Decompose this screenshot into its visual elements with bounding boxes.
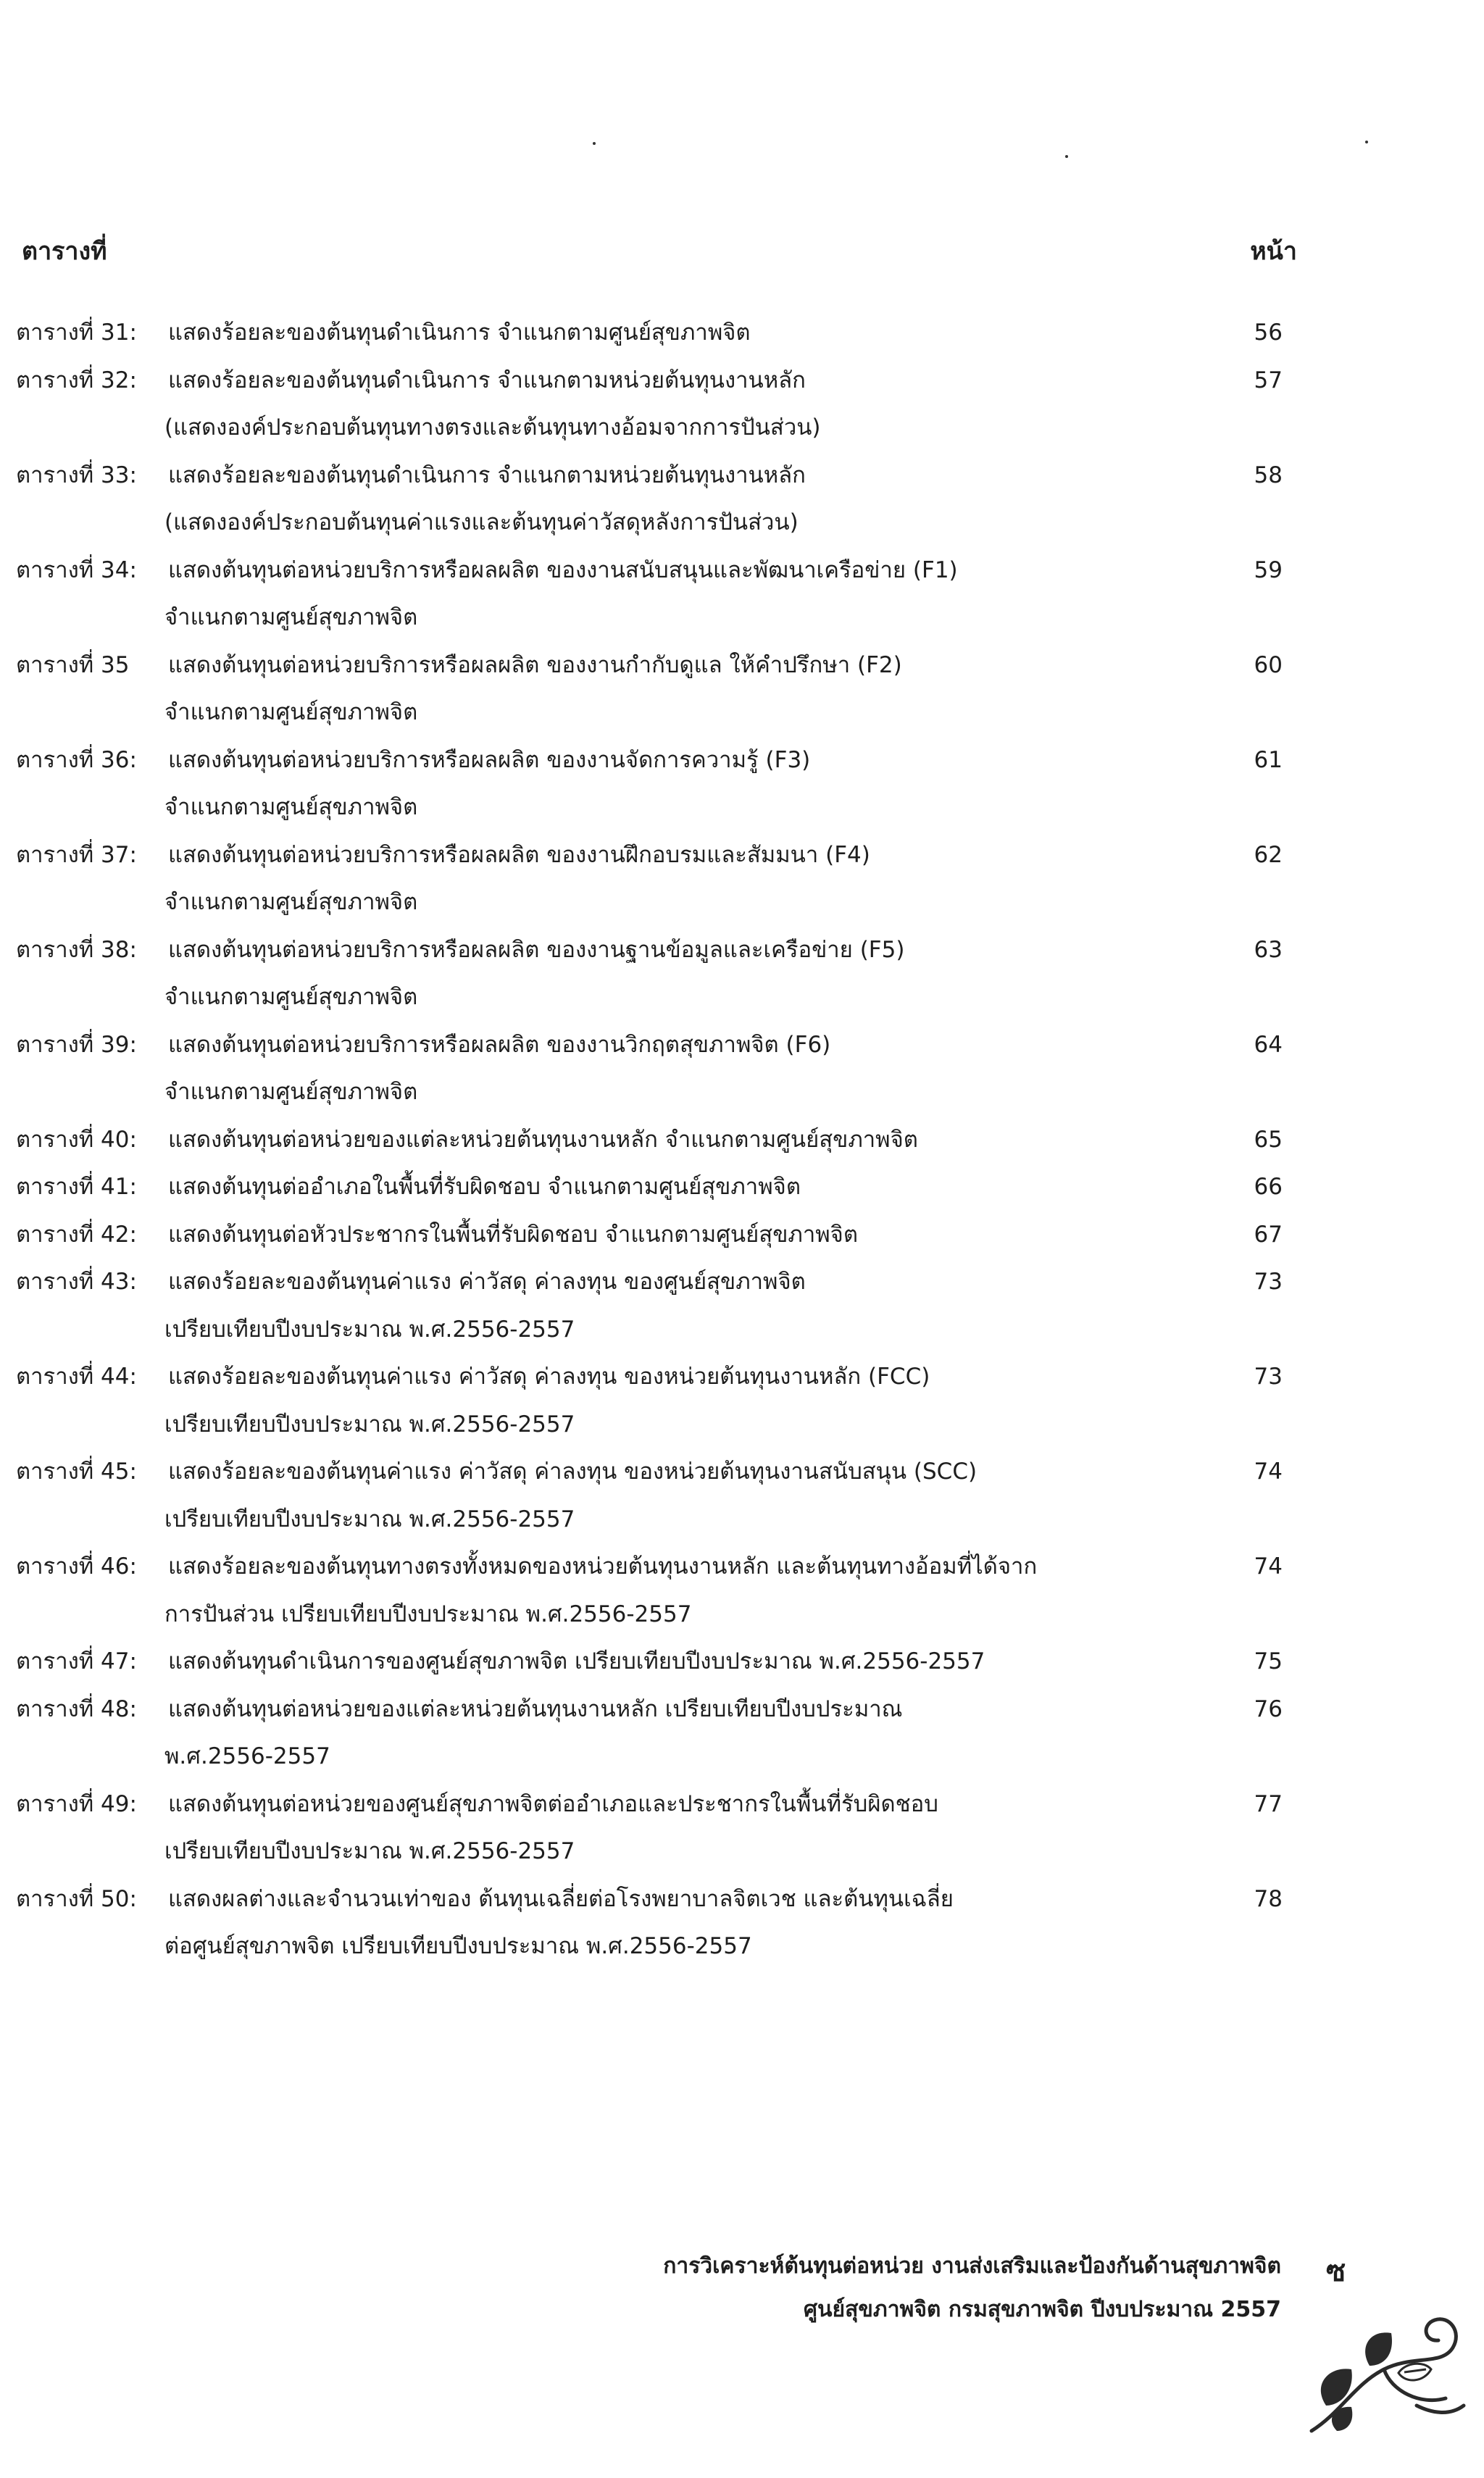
toc-entry-line	[16, 1211, 1306, 1259]
toc-header	[22, 233, 1297, 270]
toc-entry-continuation-line	[16, 499, 1306, 547]
toc-entry-label: ตารางที่ 40:	[16, 1126, 137, 1153]
toc-entry-title: จำแนกตามศูนย์สุขภาพจิต	[164, 889, 418, 915]
footer-document-title: การวิเคราะห์ต้นทุนต่อหน่วย งานส่งเสริมและป้องกันด้านสุขภาพจิต	[663, 2253, 1281, 2279]
toc-entry-continuation-line	[16, 1496, 1306, 1544]
toc-entry-page-number: 77	[1254, 1790, 1283, 1817]
toc-entry-label: ตารางที่ 48:	[16, 1695, 137, 1722]
floral-ornament-icon	[1297, 2297, 1471, 2442]
toc-entry-page-number: 74	[1254, 1553, 1283, 1580]
toc-entry-page-number: 57	[1254, 367, 1283, 393]
toc-entry-label: ตารางที่ 47:	[16, 1648, 137, 1674]
toc-entry-label: ตารางที่ 46:	[16, 1553, 137, 1580]
toc-entry-line	[16, 357, 1306, 405]
toc-entry-label: ตารางที่ 32:	[16, 367, 137, 393]
toc-entry-title: แสดงต้นทุนต่อหน่วยบริการหรือผลผลิต ของงานฐานข้อมูลและเครือข่าย (F5)	[168, 936, 905, 963]
toc-entry-page-number: 67	[1254, 1221, 1283, 1248]
toc-entry-title: แสดงร้อยละของต้นทุนดำเนินการ จำแนกตามหน่วยต้นทุนงานหลัก	[168, 367, 806, 393]
toc-entry	[16, 832, 1306, 927]
toc-entry-title: เปรียบเทียบปีงบประมาณ พ.ศ.2556-2557	[164, 1316, 575, 1343]
toc-entry-page-number: 65	[1254, 1126, 1283, 1153]
toc-entry-line	[16, 1686, 1306, 1734]
toc-entry-page-number: 61	[1254, 746, 1283, 773]
toc-entry-page-number: 58	[1254, 462, 1283, 488]
toc-entry	[16, 642, 1306, 737]
toc-entry-continuation-line	[16, 404, 1306, 452]
toc-entry	[16, 357, 1306, 452]
toc-entry-title: แสดงต้นทุนต่ออำเภอในพื้นที่รับผิดชอบ จำแนกตามศูนย์สุขภาพจิต	[168, 1174, 801, 1200]
scan-speck	[593, 142, 596, 145]
toc-entry-title: แสดงต้นทุนต่อหน่วยบริการหรือผลผลิต ของงานฝึกอบรมและสัมมนา (F4)	[168, 841, 870, 868]
toc-entry-line	[16, 1164, 1306, 1211]
toc-entry-line	[16, 1543, 1306, 1591]
toc-entry-label: ตารางที่ 34:	[16, 556, 137, 583]
toc-entry	[16, 1876, 1306, 1971]
toc-entry-label: ตารางที่ 41:	[16, 1174, 137, 1200]
toc-entry-title: (แสดงองค์ประกอบต้นทุนค่าแรงและต้นทุนค่าวัสดุหลังการปันส่วน)	[164, 509, 799, 535]
toc-entry-title: แสดงร้อยละของต้นทุนค่าแรง ค่าวัสดุ ค่าลงทุน ของหน่วยต้นทุนงานสนับสนุน (SCC)	[168, 1459, 977, 1485]
toc-entry	[16, 1022, 1306, 1117]
toc-entry-page-number: 74	[1254, 1459, 1283, 1485]
toc-entry-continuation-line	[16, 784, 1306, 832]
toc-entry-page-number: 63	[1254, 936, 1283, 963]
toc-entry-title: ต่อศูนย์สุขภาพจิต เปรียบเทียบปีงบประมาณ พ.ศ.2556-2557	[164, 1933, 752, 1959]
toc-entry	[16, 547, 1306, 642]
toc-entry-page-number: 56	[1254, 320, 1283, 346]
toc-entry-page-number: 78	[1254, 1885, 1283, 1912]
toc-entry-title: แสดงต้นทุนต่อหน่วยของแต่ละหน่วยต้นทุนงานหลัก จำแนกตามศูนย์สุขภาพจิต	[168, 1126, 918, 1153]
toc-entry-label: ตารางที่ 44:	[16, 1364, 137, 1390]
toc-entry-title: แสดงร้อยละของต้นทุนค่าแรง ค่าวัสดุ ค่าลงทุน ของศูนย์สุขภาพจิต	[168, 1269, 806, 1295]
toc-entry-page-number: 73	[1254, 1269, 1283, 1295]
toc-entry-title: แสดงร้อยละของต้นทุนดำเนินการ จำแนกตามหน่วยต้นทุนงานหลัก	[168, 462, 806, 488]
toc-entry-line	[16, 927, 1306, 975]
toc-entry-title: จำแนกตามศูนย์สุขภาพจิต	[164, 604, 418, 630]
toc-entry-label: ตารางที่ 36:	[16, 746, 137, 773]
toc-entry-page-number: 64	[1254, 1031, 1283, 1058]
toc-entry-continuation-line	[16, 594, 1306, 642]
toc-entry-title: พ.ศ.2556-2557	[164, 1743, 330, 1769]
toc-header-table-label: ตารางที่	[22, 237, 107, 266]
toc-entry-line	[16, 1259, 1306, 1306]
toc-entry	[16, 927, 1306, 1022]
toc-entry-continuation-line	[16, 1733, 1306, 1781]
toc-entry-title: แสดงต้นทุนต่อหน่วยบริการหรือผลผลิต ของงานจัดการความรู้ (F3)	[168, 746, 811, 773]
toc-entry	[16, 737, 1306, 832]
toc-entry-line	[16, 1638, 1306, 1686]
toc-entry-continuation-line	[16, 689, 1306, 737]
toc-entry-label: ตารางที่ 45:	[16, 1459, 137, 1485]
toc-entry-label: ตารางที่ 31:	[16, 320, 137, 346]
toc-entry-title: จำแนกตามศูนย์สุขภาพจิต	[164, 1079, 418, 1105]
table-of-contents	[16, 309, 1306, 1971]
toc-entry-line	[16, 642, 1306, 690]
toc-entry-continuation-line	[16, 879, 1306, 927]
footer	[663, 2245, 1281, 2332]
toc-entry-title: แสดงต้นทุนดำเนินการของศูนย์สุขภาพจิต เปรียบเทียบปีงบประมาณ พ.ศ.2556-2557	[168, 1648, 985, 1674]
toc-entry	[16, 1448, 1306, 1543]
toc-entry-page-number: 73	[1254, 1364, 1283, 1390]
toc-entry-title: จำแนกตามศูนย์สุขภาพจิต	[164, 984, 418, 1010]
toc-entry-page-number: 66	[1254, 1174, 1283, 1200]
toc-entry-page-number: 76	[1254, 1695, 1283, 1722]
toc-entry-title: แสดงต้นทุนต่อหน่วยของศูนย์สุขภาพจิตต่ออำเภอและประชากรในพื้นที่รับผิดชอบ	[168, 1790, 938, 1817]
toc-entry-title: (แสดงองค์ประกอบต้นทุนทางตรงและต้นทุนทางอ้อมจากการปันส่วน)	[164, 414, 821, 441]
toc-entry-label: ตารางที่ 33:	[16, 462, 137, 488]
toc-entry	[16, 1781, 1306, 1876]
toc-entry-continuation-line	[16, 974, 1306, 1022]
toc-entry	[16, 1164, 1306, 1211]
toc-entry	[16, 1353, 1306, 1448]
toc-entry-title: แสดงต้นทุนต่อหน่วยบริการหรือผลผลิต ของงานกำกับดูแล ให้คำปรึกษา (F2)	[168, 651, 902, 678]
toc-entry-title: เปรียบเทียบปีงบประมาณ พ.ศ.2556-2557	[164, 1411, 575, 1438]
toc-entry-label: ตารางที่ 37:	[16, 841, 137, 868]
toc-entry-line	[16, 1022, 1306, 1069]
toc-entry-label: ตารางที่ 43:	[16, 1269, 137, 1295]
toc-entry-title: การปันส่วน เปรียบเทียบปีงบประมาณ พ.ศ.2556-2557	[164, 1601, 692, 1627]
toc-entry-page-number: 60	[1254, 651, 1283, 678]
toc-entry	[16, 1117, 1306, 1164]
toc-entry-title: เปรียบเทียบปีงบประมาณ พ.ศ.2556-2557	[164, 1506, 575, 1532]
toc-entry-line	[16, 452, 1306, 500]
toc-entry-page-number: 59	[1254, 556, 1283, 583]
toc-entry-continuation-line	[16, 1306, 1306, 1354]
toc-entry-line	[16, 1876, 1306, 1924]
toc-entry-line	[16, 737, 1306, 785]
toc-entry-label: ตารางที่ 38:	[16, 936, 137, 963]
scan-speck	[1065, 155, 1068, 158]
toc-entry-title: แสดงต้นทุนต่อหน่วยบริการหรือผลผลิต ของงานสนับสนุนและพัฒนาเครือข่าย (F1)	[168, 556, 958, 583]
toc-entry-title: แสดงร้อยละของต้นทุนทางตรงทั้งหมดของหน่วยต้นทุนงานหลัก และต้นทุนทางอ้อมที่ได้จาก	[168, 1553, 1038, 1580]
toc-entry	[16, 1543, 1306, 1638]
scan-speck	[1365, 141, 1368, 143]
toc-entry-label: ตารางที่ 42:	[16, 1221, 137, 1248]
toc-entry	[16, 452, 1306, 547]
toc-entry-continuation-line	[16, 1923, 1306, 1971]
toc-entry-page-number: 62	[1254, 841, 1283, 868]
toc-entry-label: ตารางที่ 35	[16, 651, 130, 678]
toc-entry-line	[16, 309, 1306, 357]
toc-entry-line	[16, 1448, 1306, 1496]
toc-entry-title: จำแนกตามศูนย์สุขภาพจิต	[164, 699, 418, 725]
toc-entry-page-number: 75	[1254, 1648, 1283, 1674]
toc-entry-continuation-line	[16, 1591, 1306, 1639]
toc-entry	[16, 1259, 1306, 1353]
toc-entry-label: ตารางที่ 39:	[16, 1031, 137, 1058]
toc-entry-title: แสดงต้นทุนต่อหน่วยของแต่ละหน่วยต้นทุนงานหลัก เปรียบเทียบปีงบประมาณ	[168, 1695, 903, 1722]
toc-entry-title: จำแนกตามศูนย์สุขภาพจิต	[164, 794, 418, 820]
toc-entry-continuation-line	[16, 1401, 1306, 1449]
toc-entry	[16, 1638, 1306, 1686]
toc-entry-title: แสดงร้อยละของต้นทุนดำเนินการ จำแนกตามศูนย์สุขภาพจิต	[168, 320, 751, 346]
toc-entry	[16, 1686, 1306, 1781]
toc-entry	[16, 1211, 1306, 1259]
toc-entry	[16, 309, 1306, 357]
page-number-mark: ซ	[1326, 2255, 1346, 2288]
toc-entry-title: เปรียบเทียบปีงบประมาณ พ.ศ.2556-2557	[164, 1838, 575, 1864]
toc-entry-title: แสดงต้นทุนต่อหน่วยบริการหรือผลผลิต ของงานวิกฤตสุขภาพจิต (F6)	[168, 1031, 831, 1058]
toc-entry-title: แสดงต้นทุนต่อหัวประชากรในพื้นที่รับผิดชอบ จำแนกตามศูนย์สุขภาพจิต	[168, 1221, 858, 1248]
toc-entry-line	[16, 1781, 1306, 1829]
footer-organization: ศูนย์สุขภาพจิต กรมสุขภาพจิต ปีงบประมาณ 2557	[803, 2297, 1281, 2322]
toc-entry-line	[16, 1117, 1306, 1164]
toc-entry-continuation-line	[16, 1069, 1306, 1117]
toc-entry-line	[16, 1353, 1306, 1401]
toc-entry-label: ตารางที่ 49:	[16, 1790, 137, 1817]
toc-entry-title: แสดงผลต่างและจำนวนเท่าของ ต้นทุนเฉลี่ยต่อโรงพยาบาลจิตเวช และต้นทุนเฉลี่ย	[168, 1885, 954, 1912]
toc-entry-continuation-line	[16, 1828, 1306, 1876]
toc-entry-label: ตารางที่ 50:	[16, 1885, 137, 1912]
toc-entry-title: แสดงร้อยละของต้นทุนค่าแรง ค่าวัสดุ ค่าลงทุน ของหน่วยต้นทุนงานหลัก (FCC)	[168, 1364, 930, 1390]
toc-header-page-label: หน้า	[1250, 237, 1297, 266]
toc-entry-line	[16, 832, 1306, 880]
toc-entry-line	[16, 547, 1306, 595]
